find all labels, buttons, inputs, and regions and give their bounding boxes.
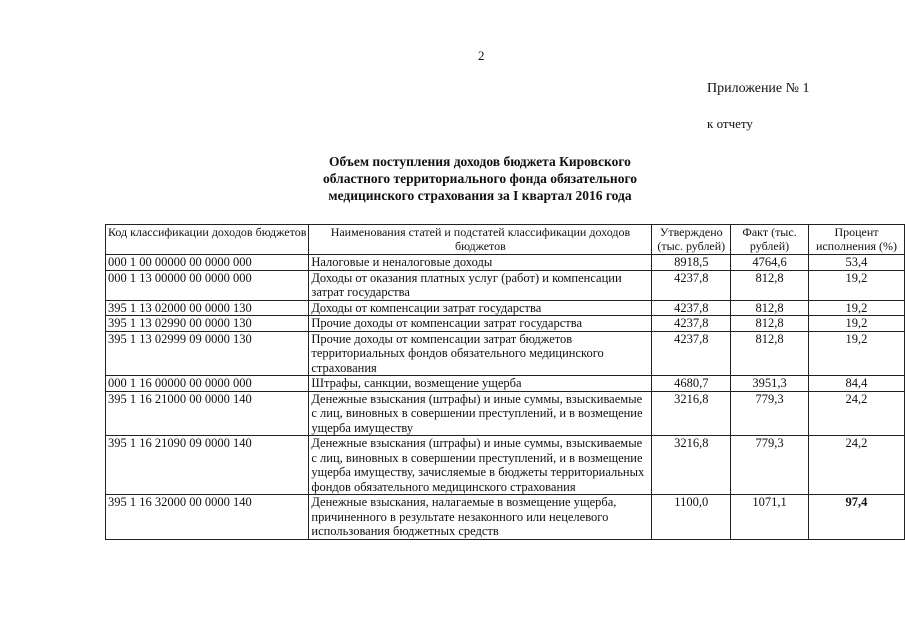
cell-approved: 3216,8	[652, 391, 731, 436]
cell-fact: 779,3	[731, 436, 809, 495]
cell-name: Денежные взыскания, налагаемые в возмещение ущерба, причиненного в результате незаконного или нецелевого использования бюджетных средств	[309, 495, 652, 540]
table-row	[106, 300, 905, 316]
cell-code: 395 1 13 02990 00 0000 130	[106, 316, 309, 332]
header-name: Наименования статей и подстатей классификации доходов бюджетов	[309, 225, 652, 255]
cell-approved: 4237,8	[652, 316, 731, 332]
table-row	[106, 391, 905, 436]
cell-code: 000 1 00 00000 00 0000 000	[106, 255, 309, 271]
cell-name: Денежные взыскания (штрафы) и иные суммы, взыскиваемые с лиц, виновных в совершении преступлений, и в возмещение ущерба имуществу	[309, 391, 652, 436]
cell-code: 395 1 16 21090 09 0000 140	[106, 436, 309, 495]
cell-name: Денежные взыскания (штрафы) и иные суммы, взыскиваемые с лиц, виновных в совершении преступлений, и в возмещение ущерба имуществу, зачисляемые в бюджеты территориальных фондов обязательного медицинского страхования	[309, 436, 652, 495]
cell-percent: 97,4	[808, 495, 904, 540]
cell-percent: 53,4	[808, 255, 904, 271]
header-code: Код классификации доходов бюджетов	[106, 225, 309, 255]
cell-code: 395 1 16 21000 00 0000 140	[106, 391, 309, 436]
cell-approved: 1100,0	[652, 495, 731, 540]
cell-fact: 4764,6	[731, 255, 809, 271]
header-fact: Факт (тыс. рублей)	[731, 225, 809, 255]
table-row	[106, 376, 905, 392]
header-approved: Утверждено (тыс. рублей)	[652, 225, 731, 255]
cell-code: 000 1 16 00000 00 0000 000	[106, 376, 309, 392]
cell-fact: 812,8	[731, 316, 809, 332]
appendix-label: Приложение № 1	[707, 81, 810, 96]
cell-approved: 4680,7	[652, 376, 731, 392]
cell-percent: 24,2	[808, 436, 904, 495]
table-row	[106, 495, 905, 540]
cell-approved: 4237,8	[652, 270, 731, 300]
cell-percent: 19,2	[808, 270, 904, 300]
cell-name: Доходы от оказания платных услуг (работ) и компенсации затрат государства	[309, 270, 652, 300]
cell-percent: 84,4	[808, 376, 904, 392]
cell-percent: 19,2	[808, 331, 904, 376]
cell-name: Прочие доходы от компенсации затрат бюджетов территориальных фондов обязательного медицинского страхования	[309, 331, 652, 376]
cell-percent: 19,2	[808, 300, 904, 316]
cell-approved: 8918,5	[652, 255, 731, 271]
cell-approved: 3216,8	[652, 436, 731, 495]
table-row	[106, 255, 905, 271]
to-report-label: к отчету	[707, 116, 753, 131]
cell-code: 395 1 13 02000 00 0000 130	[106, 300, 309, 316]
document-title: Объем поступления доходов бюджета Кировского областного территориального фонда обязательного медицинского страхования за I квартал 2016 года	[322, 154, 638, 203]
cell-code: 395 1 13 02999 09 0000 130	[106, 331, 309, 376]
cell-fact: 3951,3	[731, 376, 809, 392]
cell-approved: 4237,8	[652, 300, 731, 316]
cell-name: Доходы от компенсации затрат государства	[309, 300, 652, 316]
cell-fact: 1071,1	[731, 495, 809, 540]
page-number: 2	[478, 48, 485, 63]
table-row	[106, 436, 905, 495]
cell-approved: 4237,8	[652, 331, 731, 376]
revenue-table	[105, 224, 905, 540]
header-percent: Процент исполнения (%)	[808, 225, 904, 255]
table-row	[106, 270, 905, 300]
cell-percent: 19,2	[808, 316, 904, 332]
table-header-row	[106, 225, 905, 255]
cell-fact: 779,3	[731, 391, 809, 436]
cell-code: 000 1 13 00000 00 0000 000	[106, 270, 309, 300]
cell-name: Штрафы, санкции, возмещение ущерба	[309, 376, 652, 392]
table-row	[106, 331, 905, 376]
table-row	[106, 316, 905, 332]
cell-percent: 24,2	[808, 391, 904, 436]
cell-name: Прочие доходы от компенсации затрат государства	[309, 316, 652, 332]
cell-code: 395 1 16 32000 00 0000 140	[106, 495, 309, 540]
cell-name: Налоговые и неналоговые доходы	[309, 255, 652, 271]
cell-fact: 812,8	[731, 300, 809, 316]
cell-fact: 812,8	[731, 270, 809, 300]
cell-fact: 812,8	[731, 331, 809, 376]
